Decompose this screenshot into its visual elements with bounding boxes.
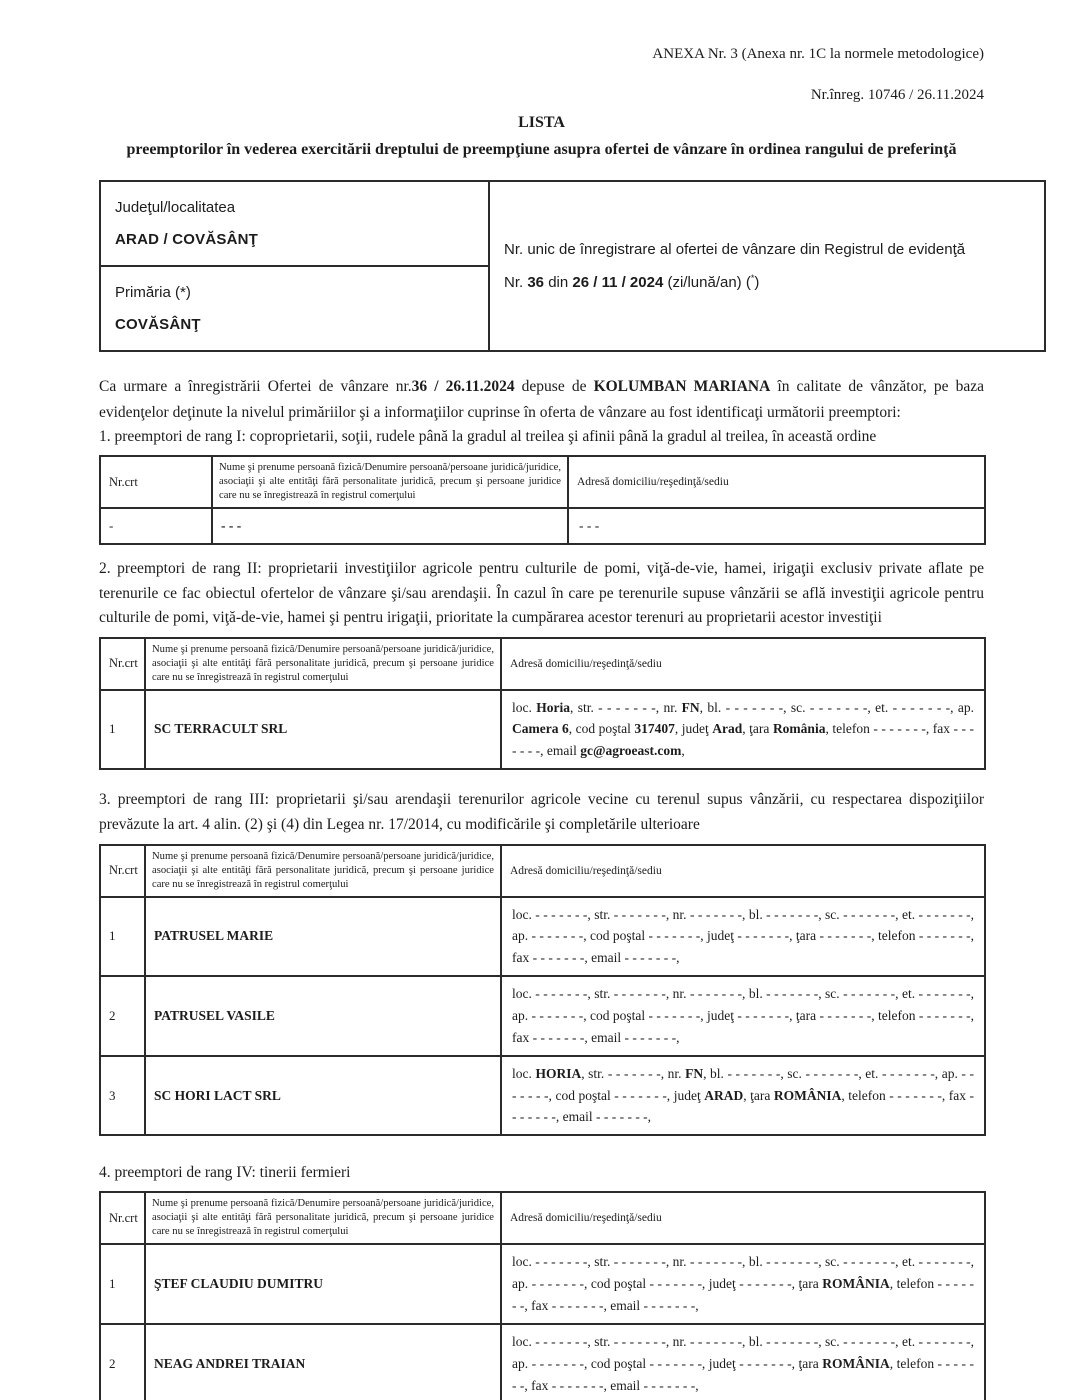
column-header-nr: Nr.crt [100, 456, 212, 508]
rank3-row-2 [100, 976, 985, 1056]
cityhall-label: Primăria (*) [115, 284, 191, 302]
column-header-name: Nume şi prenume persoană fizică/Denumire persoană/persoane juridică/juridice, asociaţii şi alte entităţi fără personalitate juridică, precum şi persoane juridice care nu se înregistrează în registrul comerţului [145, 638, 501, 690]
rank2-table [99, 637, 986, 770]
county-label: Judeţul/localitatea [115, 199, 236, 217]
document-subtitle: preemptorilor în vederea exercitării dreptului de preempţiune asupra ofertei de vânzare în ordinea rangului de preferinţă [126, 140, 957, 158]
annex-note: ANEXA Nr. 3 (Anexa nr. 1C la normele metodologice) [652, 46, 984, 62]
column-header-address: Adresă domiciliu/reşedinţă/sediu [568, 456, 985, 508]
row-number: 1 [100, 690, 145, 770]
rank3-row-3 [100, 1056, 985, 1136]
rank1-table [99, 455, 986, 545]
offer-number-line: Nr. 36 din 26 / 11 / 2024 (zi/lună/an) (*) [504, 273, 760, 292]
column-header-name: Nume şi prenume persoană fizică/Denumire persoană/persoane juridică/juridice, asociaţii şi alte entităţi fără personalitate juridică, precum şi persoane juridice care nu se înregistrează în registrul comerţului [145, 1192, 501, 1244]
rank4-section-heading: 4. preemptori de rang IV: tinerii fermieri [99, 1164, 351, 1182]
preemptor-name: - - - [212, 508, 568, 544]
intro-paragraph: Ca urmare a înregistrării Ofertei de vânzare nr.36 / 26.11.2024 depuse de KOLUMBAN MARIANA în calitate de vânzător, pe baza evidenţelor deţinute la nivelul primăriilor şi a informaţiilor cuprinse în oferta de vânzare au fost identificaţi următorii preemptori: [99, 378, 984, 421]
rank3-header-row [100, 845, 985, 897]
preemptor-name: PATRUSEL VASILE [145, 976, 501, 1056]
column-header-nr: Nr.crt [100, 845, 145, 897]
row-number: 2 [100, 976, 145, 1056]
column-header-nr: Nr.crt [100, 638, 145, 690]
cityhall-value: COVĂSÂNŢ [115, 315, 201, 333]
rank4-header-row [100, 1192, 985, 1244]
row-number: 1 [100, 897, 145, 977]
preemptor-name: NEAG ANDREI TRAIAN [145, 1324, 501, 1400]
row-number: 3 [100, 1056, 145, 1136]
rank3-row-1 [100, 897, 985, 977]
preemptor-name: SC HORI LACT SRL [145, 1056, 501, 1136]
column-header-name: Nume şi prenume persoană fizică/Denumire persoană/persoane juridică/juridice, asociaţii şi alte entităţi fără personalitate juridică, precum şi persoane juridice care nu se înregistrează în registrul comerţului [145, 845, 501, 897]
rank1-header-row [100, 456, 985, 508]
rank2-row-1 [100, 690, 985, 770]
preemptor-address: loc. - - - - - - -, str. - - - - - - -, nr. - - - - - - -, bl. - - - - - - -, sc. - - - - - - -, et. - - - - - - -, ap. - - - - - - -, cod poştal - - - - - - -, judeţ - - - - - - -, ţara ROMÂNIA, telefon - - - - - - -, fax - - - - - - -, email - - - - - - -, [501, 1324, 985, 1400]
rank1-row-1 [100, 508, 985, 544]
row-number: - [100, 508, 212, 544]
rank3-section-heading: 3. preemptori de rang III: proprietarii şi/sau arendaşii terenurilor agricole vecine cu terenul supus vânzării, cu respectarea dispoziţiilor prevăzute la art. 4 alin. (2) şi (4) din Legea nr. 17/2014, cu modificările şi completările ulterioare [99, 791, 984, 833]
rank1-section-heading: 1. preemptori de rang I: coproprietarii, soţii, rudele până la gradul al treilea şi afinii până la gradul al treilea, în această ordine [99, 427, 877, 445]
rank4-row-2 [100, 1324, 985, 1400]
preemptor-address: loc. HORIA, str. - - - - - - -, nr. FN, bl. - - - - - - -, sc. - - - - - - -, et. - - - - - - -, ap. - - - - - - -, cod poştal - - - - - - -, judeţ ARAD, ţara ROMÂNIA, telefon - - - - - - -, fax - - - - - - -, email - - - - - - -, [501, 1056, 985, 1136]
rank4-table [99, 1191, 986, 1400]
column-header-address: Adresă domiciliu/reşedinţă/sediu [501, 845, 985, 897]
rank2-section-heading: 2. preemptori de rang II: proprietarii investiţiilor agricole pentru culturile de pomi, viţă-de-vie, hamei, irigaţii exclusiv private aflate pe terenurile ce fac obiectul ofertelor de vânzare şi/sau arendaşii. În cazul în care pe terenurile supuse vânzării se află investiţii agricole pentru culturile de pomi, viţă-de-vie, hamei şi pentru irigaţii, prioritate la cumpărarea acestor terenuri au proprietarii acestor investiţii [99, 560, 984, 627]
preemptor-name: PATRUSEL MARIE [145, 897, 501, 977]
column-header-nr: Nr.crt [100, 1192, 145, 1244]
column-header-address: Adresă domiciliu/reşedinţă/sediu [501, 638, 985, 690]
preemptor-address: loc. Horia, str. - - - - - - -, nr. FN, bl. - - - - - - -, sc. - - - - - - -, et. - - - - - - -, ap. Camera 6, cod poştal 317407, judeţ Arad, ţara România, telefon - - - - - - -, fax - - - - - - -, email gc@agroeast.com, [501, 690, 985, 770]
column-header-address: Adresă domiciliu/reşedinţă/sediu [501, 1192, 985, 1244]
document-title: LISTA [518, 114, 565, 131]
preemptor-name: ŞTEF CLAUDIU DUMITRU [145, 1244, 501, 1324]
rank4-row-1 [100, 1244, 985, 1324]
row-number: 2 [100, 1324, 145, 1400]
preemptor-name: SC TERRACULT SRL [145, 690, 501, 770]
column-header-name: Nume şi prenume persoană fizică/Denumire persoană/persoane juridică/juridice, asociaţii şi alte entităţi fără personalitate juridică, precum şi persoane juridice care nu se înregistrează în registrul comerţului [212, 456, 568, 508]
registration-number-line: Nr.înreg. 10746 / 26.11.2024 [810, 87, 984, 103]
preemptor-address: loc. - - - - - - -, str. - - - - - - -, nr. - - - - - - -, bl. - - - - - - -, sc. - - - - - - -, et. - - - - - - -, ap. - - - - - - -, cod poştal - - - - - - -, judeţ - - - - - - -, ţara - - - - - - -, telefon - - - - - - -, fax - - - - - - -, email - - - - - - -, [501, 976, 985, 1056]
preemptor-address: loc. - - - - - - -, str. - - - - - - -, nr. - - - - - - -, bl. - - - - - - -, sc. - - - - - - -, et. - - - - - - -, ap. - - - - - - -, cod poştal - - - - - - -, judeţ - - - - - - -, ţara - - - - - - -, telefon - - - - - - -, fax - - - - - - -, email - - - - - - -, [501, 897, 985, 977]
registration-info-table [99, 180, 1046, 352]
unique-registration-cell [489, 181, 1045, 351]
rank3-table [99, 844, 986, 1137]
preemptor-address: loc. - - - - - - -, str. - - - - - - -, nr. - - - - - - -, bl. - - - - - - -, sc. - - - - - - -, et. - - - - - - -, ap. - - - - - - -, cod poştal - - - - - - -, judeţ - - - - - - -, ţara ROMÂNIA, telefon - - - - - - -, fax - - - - - - -, email - - - - - - -, [501, 1244, 985, 1324]
rank2-header-row [100, 638, 985, 690]
row-number: 1 [100, 1244, 145, 1324]
county-cell [100, 181, 489, 266]
cityhall-cell [100, 266, 489, 351]
preemptor-address: - - - [568, 508, 985, 544]
unique-registration-text: Nr. unic de înregistrare al ofertei de vânzare din Registrul de evidenţă [504, 240, 966, 258]
county-value: ARAD / COVĂSÂNŢ [115, 230, 259, 248]
